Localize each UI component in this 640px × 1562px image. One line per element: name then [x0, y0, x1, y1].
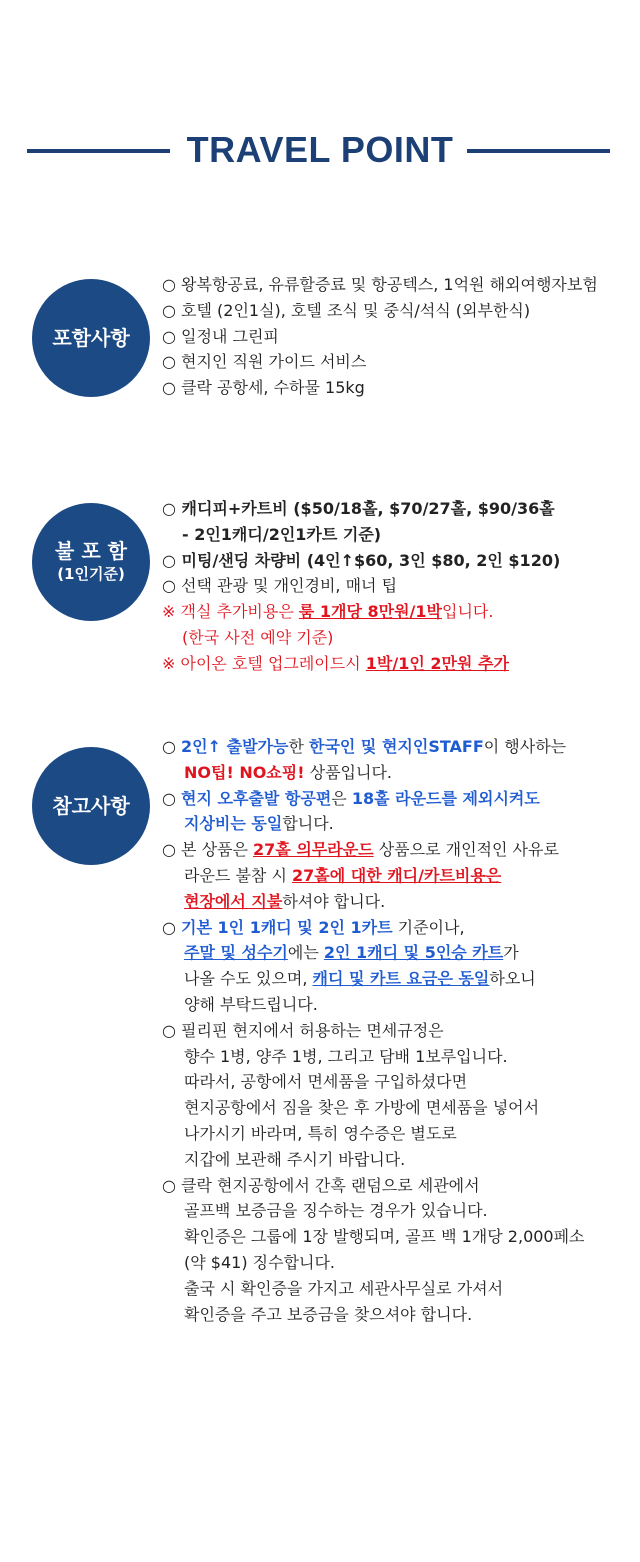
- text: 나올 수도 있으며,: [184, 969, 313, 989]
- excluded-badge: [32, 503, 150, 621]
- list-item: ○ 클락 공항세, 수하물 15kg: [162, 378, 365, 398]
- list-item: [162, 811, 632, 837]
- list-item: (한국 사전 예약 기준): [182, 627, 334, 647]
- text: 한: [288, 737, 309, 756]
- highlight-text: 지상비는 동일: [184, 814, 283, 834]
- list-item: 나가시기 바라며, 특히 영수증은 별도로: [184, 1123, 457, 1143]
- notes-badge-label: 참고사항: [52, 794, 130, 818]
- list-item: ○ 클락 현지공항에서 간혹 랜덤으로 세관에서: [162, 1175, 480, 1195]
- list-item: 확인증은 그룹에 1장 발행되며, 골프 백 1개당 2,000페소: [184, 1227, 585, 1247]
- travel-point-header: [0, 126, 640, 174]
- text: 입니다.: [441, 602, 494, 622]
- title-rule-left: [27, 149, 170, 153]
- text: ○ 본 상품은: [162, 840, 254, 860]
- text: 가: [503, 943, 519, 963]
- list-item: 현지공항에서 짐을 찾은 후 가방에 면세품을 넣어서: [184, 1098, 540, 1118]
- list-item: - 2인1캐디/2인1카트 기준): [182, 524, 382, 544]
- highlight-text: 룸 1개당 8만원/1박: [298, 602, 442, 622]
- list-item: ○ 미팅/샌딩 차량비 (4인↑$60, 3인 $80, 2인 $120): [162, 550, 561, 570]
- text: ○: [162, 737, 182, 756]
- list-item: [162, 734, 632, 760]
- highlight-text: 27홀 의무라운드: [253, 840, 374, 860]
- list-item: [162, 915, 632, 941]
- highlight-text: 1박/1인 2만원 추가: [365, 653, 509, 673]
- title-rule-right: [467, 149, 610, 153]
- list-item: [162, 837, 632, 863]
- list-item: ○ 현지인 직원 가이드 서비스: [162, 352, 367, 372]
- included-badge: [32, 279, 150, 397]
- list-item: ○ 호텔 (2인1실), 호텔 조식 및 중식/석식 (외부한식): [162, 300, 531, 320]
- highlight-text: 현지 오후출발 항공편: [181, 788, 332, 808]
- list-item: [162, 760, 632, 786]
- highlight-text: NO팁! NO쇼핑!: [184, 762, 305, 782]
- text: 라운드 불참 시: [184, 865, 292, 885]
- text: 이 행사하는: [483, 737, 567, 756]
- list-item: [162, 599, 632, 625]
- text: ○: [162, 788, 182, 808]
- text: 합니다.: [282, 814, 334, 834]
- list-item: 따라서, 공항에서 면세품을 구입하셨다면: [184, 1072, 468, 1092]
- page-title: TRAVEL POINT: [186, 129, 454, 170]
- highlight-text: 캐디 및 카트 요금은 동일: [312, 969, 490, 989]
- text: 은: [331, 788, 352, 808]
- text: 상품입니다.: [304, 762, 392, 782]
- list-item: 확인증을 주고 보증금을 찾으셔야 합니다.: [184, 1304, 473, 1324]
- list-item: [162, 940, 632, 966]
- excluded-list: [162, 496, 632, 677]
- list-item: [162, 966, 632, 992]
- included-list: [162, 272, 632, 401]
- list-item: ○ 일정내 그린피: [162, 326, 279, 346]
- list-item: (약 $41) 징수합니다.: [184, 1252, 336, 1272]
- list-item: 골프백 보증금을 징수하는 경우가 있습니다.: [184, 1201, 488, 1221]
- text: ※ 객실 추가비용은: [162, 602, 299, 622]
- list-item: ○ 캐디피+카트비 ($50/18홀, $70/27홀, $90/36홀: [162, 499, 555, 518]
- list-item: 향수 1병, 양주 1병, 그리고 담배 1보루입니다.: [184, 1046, 508, 1066]
- included-badge-label: 포함사항: [52, 326, 130, 350]
- highlight-text: 18홀 라운드를 제외시켜도: [351, 788, 540, 808]
- highlight-text: 한국인 및 현지인STAFF: [308, 737, 484, 756]
- highlight-text: 현장에서 지불: [184, 891, 283, 911]
- list-item: [162, 889, 632, 915]
- excluded-badge-sublabel: (1인기준): [57, 565, 125, 583]
- notes-list: [162, 734, 632, 1327]
- notes-badge: [32, 747, 150, 865]
- highlight-text: 2인 1캐디 및 5인승 카트: [323, 943, 504, 963]
- list-item: [162, 786, 632, 812]
- list-item: ○ 선택 관광 및 개인경비, 매너 팁: [162, 576, 398, 596]
- list-item: [162, 863, 632, 889]
- list-item: 양해 부탁드립니다.: [184, 994, 318, 1014]
- text: 기준이나,: [392, 917, 465, 937]
- excluded-badge-label: 불 포 함: [55, 539, 127, 563]
- text: 하셔야 합니다.: [282, 891, 386, 911]
- list-item: 지갑에 보관해 주시기 바랍니다.: [184, 1149, 406, 1169]
- highlight-text: 주말 및 성수기: [184, 943, 288, 963]
- highlight-text: 27홀에 대한 캐디/카트비용은: [292, 865, 502, 885]
- text: 상품으로 개인적인 사유로: [373, 840, 559, 860]
- list-item: [162, 651, 632, 677]
- text: 에는: [287, 943, 324, 963]
- list-item: 출국 시 확인증을 가지고 세관사무실로 가셔서: [184, 1278, 504, 1298]
- text: ○: [162, 917, 182, 937]
- list-item: ○ 필리핀 현지에서 허용하는 면세규정은: [162, 1020, 444, 1040]
- highlight-text: 기본 1인 1캐디 및 2인 1카트: [181, 917, 393, 937]
- text: 하오니: [489, 969, 536, 989]
- list-item: ○ 왕복항공료, 유류할증료 및 항공텍스, 1억원 해외여행자보험: [162, 275, 598, 294]
- highlight-text: 2인↑ 출발가능: [181, 737, 289, 756]
- text: ※ 아이온 호텔 업그레이드시: [162, 653, 366, 673]
